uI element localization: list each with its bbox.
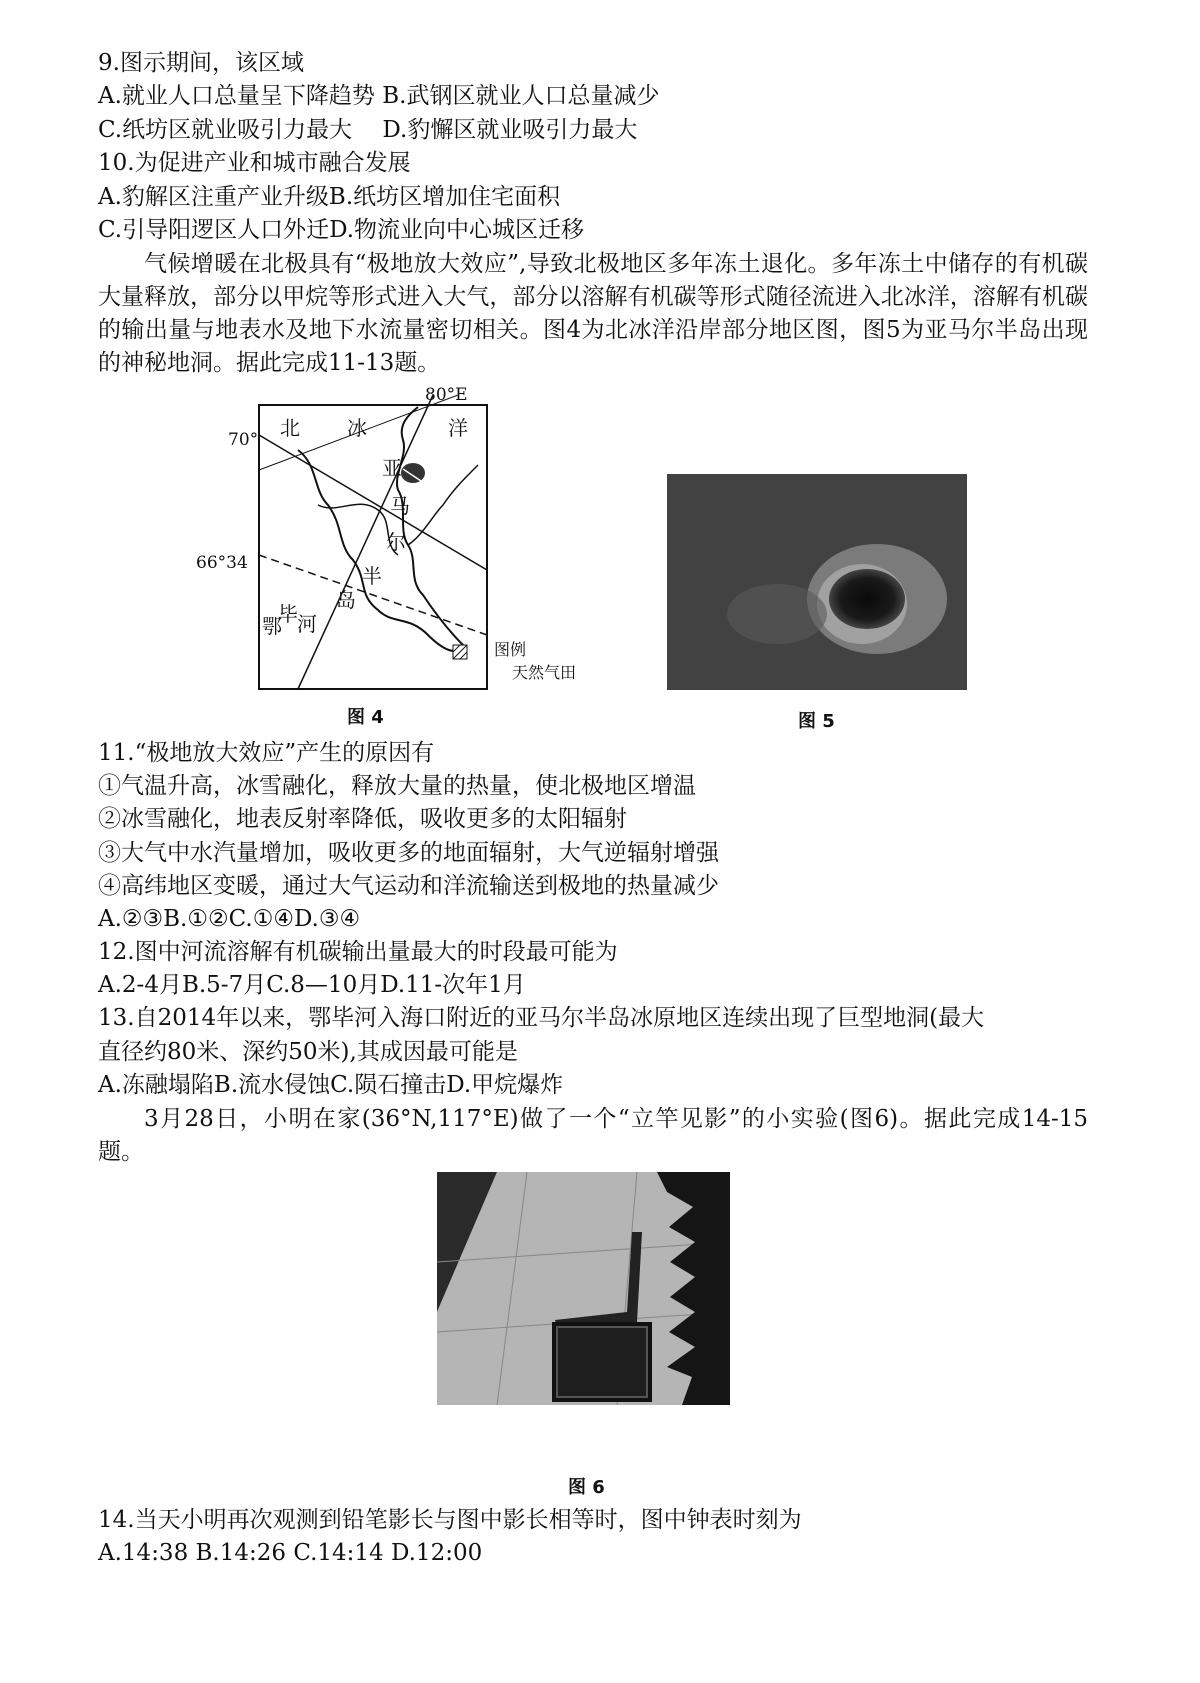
q13-stem-line2: 直径约80米、深约50米),其成因最可能是 <box>98 1039 518 1065</box>
river-char-2: 毕 <box>278 602 298 626</box>
ocean-char-2: 冰 <box>347 416 367 440</box>
q10-options-line1: A.豹解区注重产业升级B.纸坊区增加住宅面积 <box>98 184 561 210</box>
peninsula-char-2: 马 <box>390 494 410 518</box>
ocean-char-1: 北 <box>280 416 300 440</box>
q11-item-1: ①气温升高，冰雪融化，释放大量的热量，使北极地区增温 <box>98 773 696 799</box>
peninsula-char-3: 尔 <box>386 530 406 554</box>
q11-options: A.②③B.①②C.①④D.③④ <box>98 906 361 932</box>
q9-stem: 9.图示期间，该区域 <box>98 50 304 76</box>
meridian-80e-label: 80°E <box>425 385 468 405</box>
legend-item-gas-field: 天然气田 <box>512 663 577 682</box>
river-char-1: 鄂 <box>262 614 282 638</box>
figure4-caption: 图 4 <box>347 707 384 728</box>
q10-options-line2: C.引导阳逻区人口外迁D.物流业向中心城区迁移 <box>98 217 585 243</box>
passage-shadow-experiment: 3月28日，小明在家(36°N,117°E)做了一个“立竿见影”的小实验(图6)。据此完成14-15题。 <box>98 1106 1088 1165</box>
q11-item-3: ③大气中水汽量增加，吸收更多的地面辐射，大气逆辐射增强 <box>98 840 719 866</box>
peninsula-char-1: 亚 <box>382 456 402 480</box>
peninsula-char-5: 岛 <box>336 588 356 612</box>
figure5-caption: 图 5 <box>798 711 835 732</box>
q11-item-2: ②冰雪融化，地表反射率降低，吸收更多的太阳辐射 <box>98 806 627 832</box>
q11-item-4: ④高纬地区变暖，通过大气运动和洋流输送到极地的热量减少 <box>98 873 719 899</box>
q12-options: A.2-4月B.5-7月C.8—10月D.11-次年1月 <box>98 972 526 998</box>
figure6-caption: 图 6 <box>568 1477 605 1498</box>
peninsula-char-4: 半 <box>362 564 382 588</box>
figure5-photo-svg <box>667 474 967 690</box>
q13-options: A.冻融塌陷B.流水侵蚀C.陨石撞击D.甲烷爆炸 <box>98 1072 564 1098</box>
q14-stem: 14.当天小明再次观测到铅笔影长与图中影长相等时，图中钟表时刻为 <box>98 1507 802 1533</box>
river-char-3: 河 <box>297 612 317 636</box>
q14-options: A.14:38 B.14:26 C.14:14 D.12:00 <box>98 1540 483 1566</box>
ocean-char-3: 洋 <box>448 416 468 440</box>
figure6-photo <box>437 1172 730 1405</box>
figure6-photo-svg <box>437 1172 730 1405</box>
q12-stem: 12.图中河流溶解有机碳输出量最大的时段最可能为 <box>98 939 618 965</box>
arctic-circle-label: 66°34 <box>196 553 248 573</box>
q10-stem: 10.为促进产业和城市融合发展 <box>98 150 411 176</box>
passage-arctic: 气候增暖在北极具有“极地放大效应”,导致北极地区多年冻土退化。多年冻土中储存的有机碳大量释放，部分以甲烷等形式进入大气，部分以溶解有机碳等形式随径流进入北冰洋，溶解有机碳的输出量与地表水及地下水流量密切相关。图4为北冰洋沿岸部分地区图，图5为亚马尔半岛出现的神秘地洞。据此完成11-13题。 <box>98 251 1088 376</box>
legend-title: 图例 <box>494 640 527 659</box>
q13-stem-line1: 13.自2014年以来，鄂毕河入海口附近的亚马尔半岛冰原地区连续出现了巨型地洞(最大 <box>98 1005 985 1031</box>
q11-stem: 11.“极地放大效应”产生的原因有 <box>98 740 435 766</box>
q9-options-line2: C.纸坊区就业吸引力最大 D.豹懈区就业吸引力最大 <box>98 117 638 143</box>
q9-options-line1: A.就业人口总量呈下降趋势 B.武钢区就业人口总量减少 <box>98 83 660 109</box>
lat-70-label: 70° <box>228 430 259 450</box>
figure5-photo <box>667 474 967 690</box>
